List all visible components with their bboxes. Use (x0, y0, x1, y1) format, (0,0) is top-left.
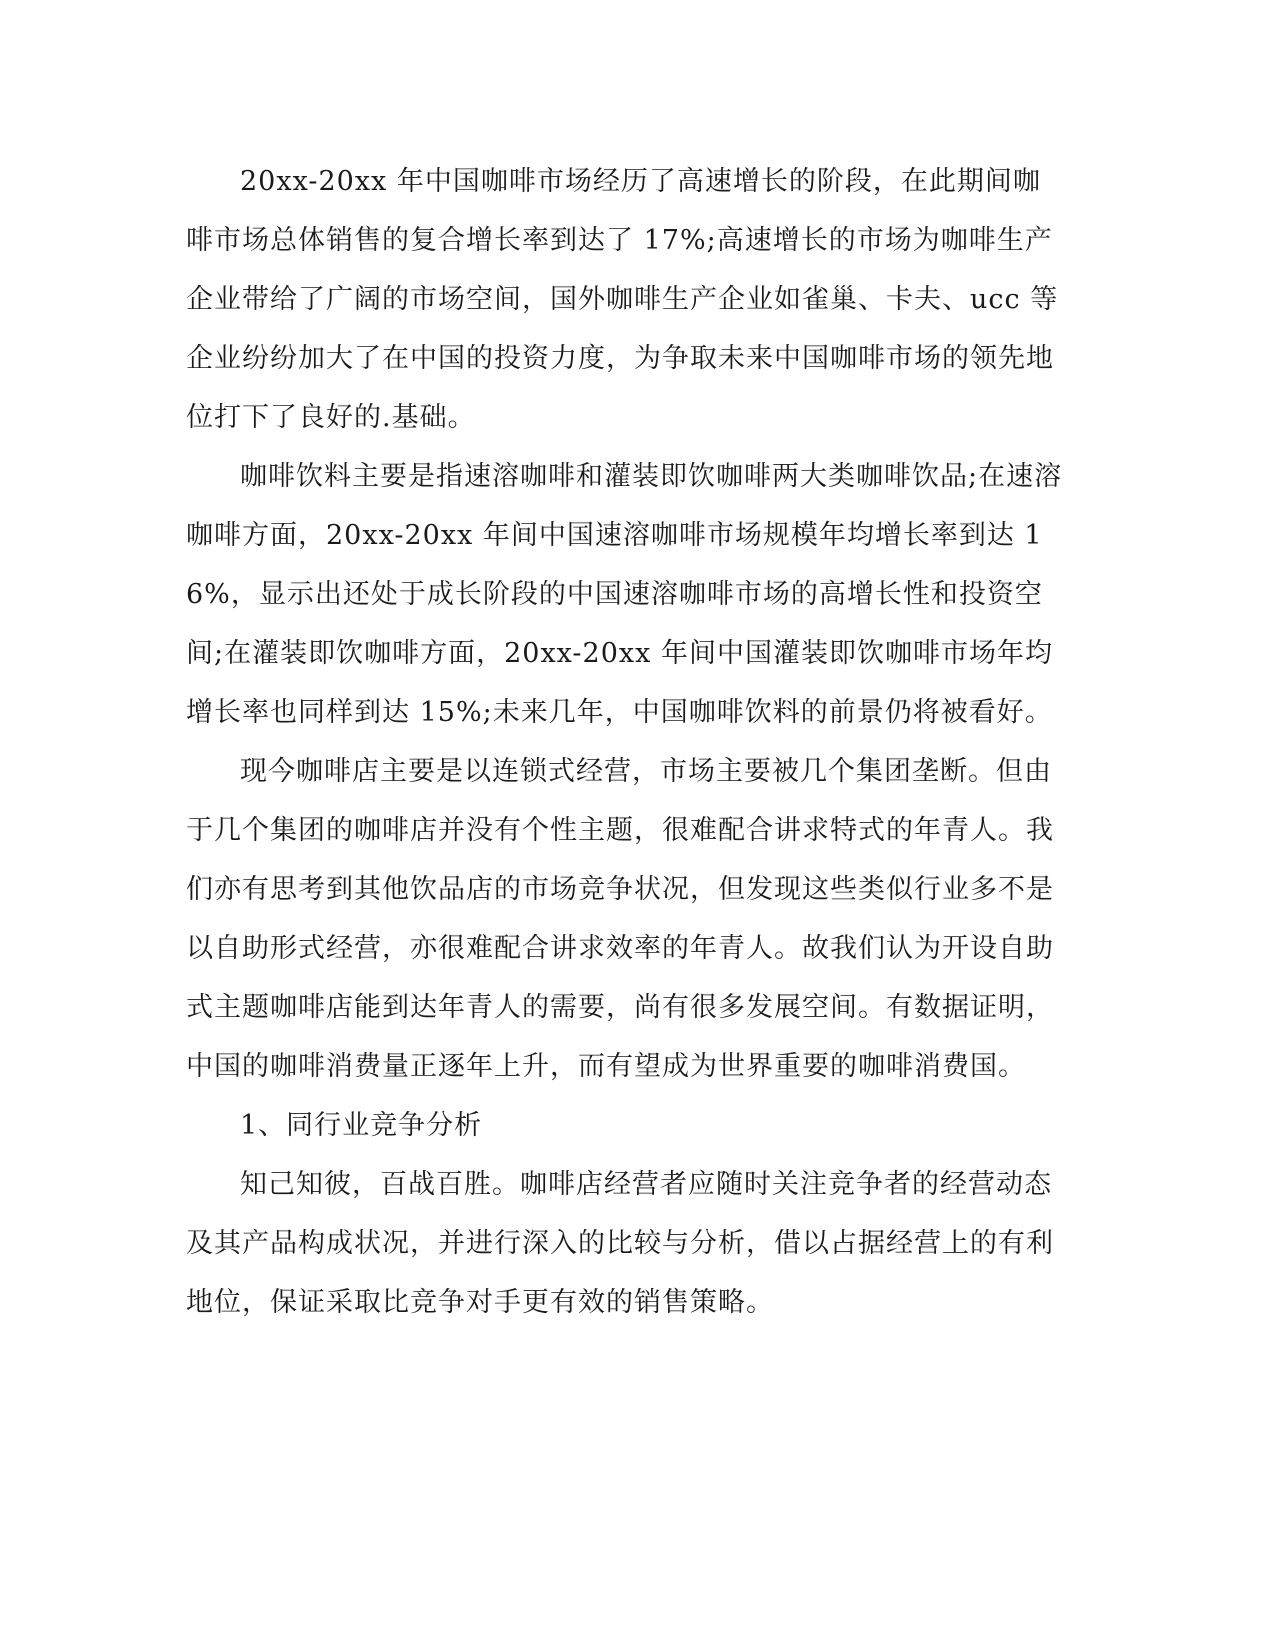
document-body (186, 152, 1066, 1332)
paragraph-market-growth: 20xx-20xx 年中国咖啡市场经历了高速增长的阶段，在此期间咖啡市场总体销售的复合增长率到达了 17%;高速增长的市场为咖啡生产企业带给了广阔的市场空间，国外咖啡生产企业如雀巢、卡夫、ucc 等企业纷纷加大了在中国的投资力度，为争取未来中国咖啡市场的领先地位打下了良好的.基础。 (186, 166, 1059, 433)
section-heading-competition: 1、同行业竞争分析 (240, 1110, 483, 1141)
paragraph-competition: 知己知彼，百战百胜。咖啡店经营者应随时关注竞争者的经营动态及其产品构成状况，并进行深入的比较与分析，借以占据经营上的有利地位，保证采取比竞争对手更有效的销售策略。 (186, 1169, 1054, 1318)
paragraph-coffee-shops: 现今咖啡店主要是以连锁式经营，市场主要被几个集团垄断。但由于几个集团的咖啡店并没有个性主题，很难配合讲求特式的年青人。我们亦有思考到其他饮品店的市场竞争状况，但发现这些类似行业多不是以自助形式经营，亦很难配合讲求效率的年青人。故我们认为开设自助式主题咖啡店能到达年青人的需要，尚有很多发展空间。有数据证明，中国的咖啡消费量正逐年上升，而有望成为世界重要的咖啡消费国。 (186, 756, 1054, 1082)
paragraph-coffee-beverages: 咖啡饮料主要是指速溶咖啡和灌装即饮咖啡两大类咖啡饮品;在速溶咖啡方面，20xx-20xx 年间中国速溶咖啡市场规模年均增长率到达 16%，显示出还处于成长阶段的中国速溶咖啡市场的高增长性和投资空间;在灌装即饮咖啡方面，20xx-20xx 年间中国灌装即饮咖啡市场年均增长率也同样到达 15%;未来几年，中国咖啡饮料的前景仍将被看好。 (186, 461, 1063, 728)
